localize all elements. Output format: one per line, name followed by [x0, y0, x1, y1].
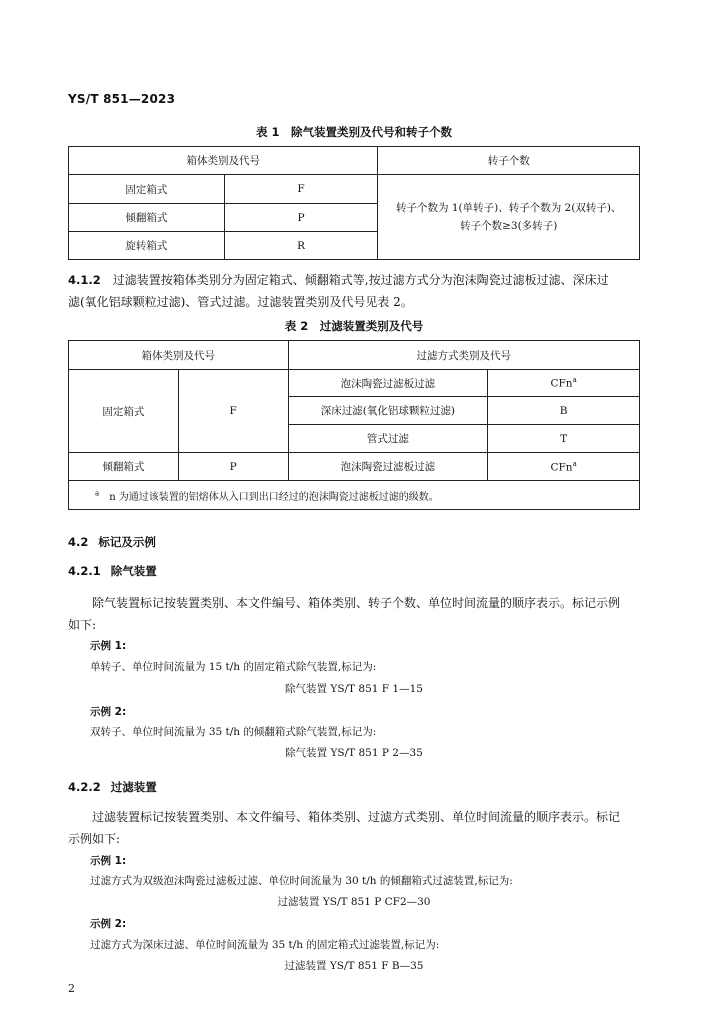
table2-body-code: F: [178, 370, 288, 453]
method-code: CFn: [550, 461, 573, 474]
paragraph-text: 过滤装置标记按装置类别、本文件编号、箱体类别、过滤方式类别、单位时间流量的顺序表示。标记: [92, 810, 621, 824]
paragraph-text: 如下:: [68, 618, 97, 632]
table2-footnote: [69, 481, 640, 510]
table2-header-body-type: 箱体类别及代号: [69, 341, 289, 370]
paragraph-text: 滤(氧化铝球颗粒过滤)、管式过滤。过滤装置类别及代号见表 2。: [68, 295, 413, 309]
table1: [68, 146, 640, 260]
example-text: 双转子、单位时间流量为 35 t/h 的倾翻箱式除气装置,标记为:: [90, 726, 377, 738]
section-4-2-heading: [68, 534, 156, 550]
table1-body-code: F: [224, 175, 378, 204]
table1-header-body-type: 箱体类别及代号: [69, 147, 378, 175]
table2-footnote-row: [69, 481, 640, 510]
table2: [68, 340, 640, 510]
paragraph-text: 示例如下:: [68, 832, 121, 846]
table2-method-name: 泡沫陶瓷过滤板过滤: [288, 370, 488, 397]
section-title: 标记及示例: [98, 535, 156, 549]
example-marking: 过滤装置 YS/T 851 F B—35: [284, 960, 424, 972]
table2-method-code: B: [488, 397, 640, 425]
example-text: 过滤方式为双级泡沫陶瓷过滤板过滤、单位时间流量为 30 t/h 的倾翻箱式过滤装置,标记为:: [90, 875, 513, 887]
table2-method-code: [488, 370, 640, 397]
example-text: 过滤方式为深床过滤、单位时间流量为 35 t/h 的固定箱式过滤装置,标记为:: [90, 939, 440, 951]
table1-body-code: P: [224, 204, 378, 232]
table-row: [69, 370, 640, 397]
table2-header-filter-method: 过滤方式类别及代号: [288, 341, 639, 370]
example-label: 示例 1:: [90, 855, 127, 867]
method-code: CFn: [550, 377, 573, 390]
footnote-ref: a: [572, 459, 577, 468]
clause-number: 4.1.2: [68, 273, 101, 287]
section-title: 过滤装置: [110, 780, 157, 794]
table1-rotor-description: [378, 175, 640, 260]
rotor-text-line: 转子个数≥3(多转子): [460, 220, 558, 232]
table2-body-code: P: [178, 453, 288, 481]
table1-body-name: 倾翻箱式: [69, 204, 225, 232]
section-number: 4.2.2: [68, 780, 101, 794]
paragraph-4-2-2: [68, 806, 648, 850]
table2-method-name: 泡沫陶瓷过滤板过滤: [288, 453, 488, 481]
example-text: 单转子、单位时间流量为 15 t/h 的固定箱式除气装置,标记为:: [90, 661, 377, 673]
footnote-mark: a: [95, 489, 100, 498]
section-number: 4.2: [68, 535, 89, 549]
example-marking: 除气装置 YS/T 851 P 2—35: [285, 747, 423, 759]
example-label: 示例 2:: [90, 918, 127, 930]
paragraph-4-2-1: [68, 592, 648, 636]
table2-method-code: T: [488, 425, 640, 453]
standard-code: YS/T 851—2023: [68, 92, 176, 106]
paragraph-text: 除气装置标记按装置类别、本文件编号、箱体类别、转子个数、单位时间流量的顺序表示。标记示例: [92, 596, 621, 610]
rotor-text-line: 转子个数为 1(单转子)、转子个数为 2(双转子)、: [396, 202, 622, 214]
section-4-2-1-heading: [68, 563, 157, 579]
section-number: 4.2.1: [68, 564, 101, 578]
table2-body-name: 固定箱式: [69, 370, 179, 453]
table1-body-code: R: [224, 232, 378, 260]
paragraph-text: 过滤装置按箱体类别分为固定箱式、倾翻箱式等,按过滤方式分为泡沫陶瓷过滤板过滤、深床过: [112, 273, 609, 287]
table2-body-name: 倾翻箱式: [69, 453, 179, 481]
example-label: 示例 1:: [90, 640, 127, 652]
page-number: 2: [68, 982, 75, 995]
table2-method-code: [488, 453, 640, 481]
table2-method-name: 管式过滤: [288, 425, 488, 453]
section-4-2-2-heading: [68, 779, 157, 795]
table2-method-name: 深床过滤(氧化铝球颗粒过滤): [288, 397, 488, 425]
table1-body-name: 旋转箱式: [69, 232, 225, 260]
example-label: 示例 2:: [90, 706, 127, 718]
table-row: [69, 453, 640, 481]
table1-header-rotor-count: 转子个数: [378, 147, 640, 175]
table1-caption: 表 1 除气装置类别及代号和转子个数: [255, 125, 452, 139]
table1-header-row: [69, 147, 640, 175]
example-marking: 除气装置 YS/T 851 F 1—15: [285, 683, 423, 695]
footnote-ref: a: [572, 376, 577, 385]
table2-caption: 表 2 过滤装置类别及代号: [284, 319, 424, 333]
footnote-text: n 为通过该装置的铝熔体从入口到出口经过的泡沫陶瓷过滤板过滤的级数。: [109, 491, 439, 503]
table-row: [69, 175, 640, 204]
section-title: 除气装置: [110, 564, 157, 578]
table1-body-name: 固定箱式: [69, 175, 225, 204]
table2-header-row: [69, 341, 640, 370]
example-marking: 过滤装置 YS/T 851 P CF2—30: [277, 896, 431, 908]
paragraph-4-1-2: [68, 269, 648, 313]
